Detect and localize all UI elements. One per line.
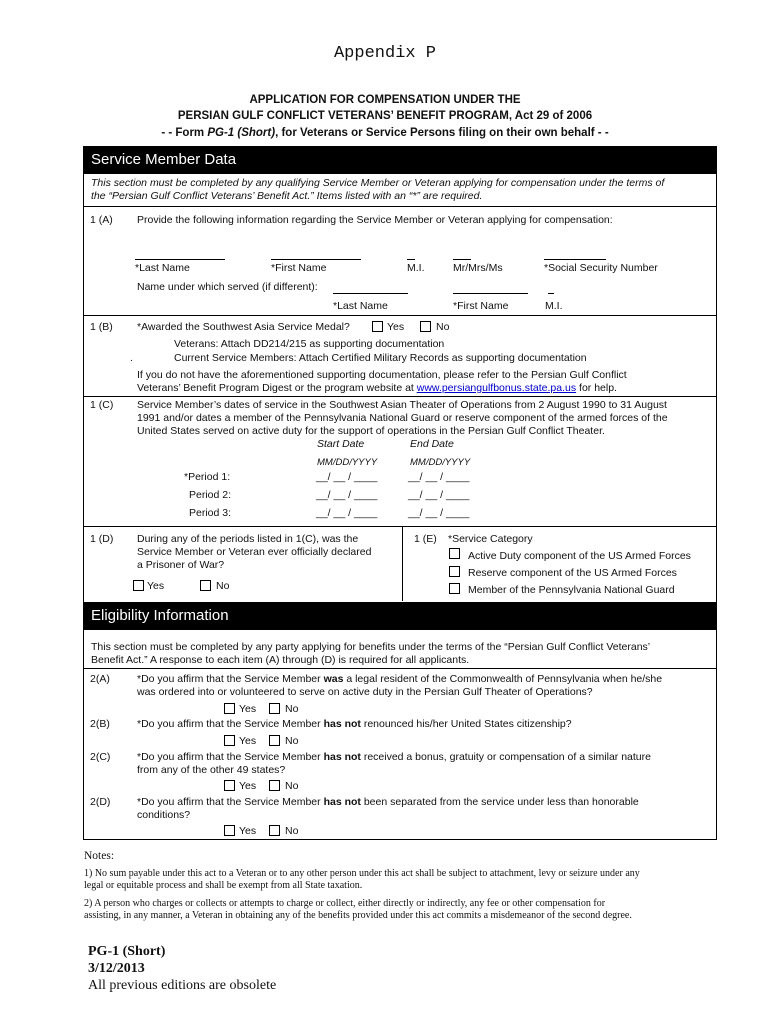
start-date-format: MM/DD/YYYY	[317, 457, 378, 468]
q2b-no-checkbox[interactable]	[269, 735, 280, 746]
q1d-line3: a Prisoner of War?	[137, 559, 225, 571]
section-header-eligibility: Eligibility Information	[83, 602, 717, 630]
pow-yes-checkbox[interactable]	[133, 580, 144, 591]
last-name-field[interactable]	[135, 259, 225, 260]
notes-title: Notes:	[84, 850, 115, 862]
form-heading-line2: PERSIAN GULF CONFLICT VETERANS’ BENEFIT PROGRAM, Act 29 of 2006	[177, 110, 593, 122]
section1-intro-line1: This section must be completed by any qualifying Service Member or Veteran applying for compensation under the terms of	[91, 177, 665, 189]
q1c-line2: 1991 and/or dates a member of the Pennsylvania National Guard or reserve component of the armed forces of the	[137, 412, 668, 424]
q2a-yes-label: Yes	[239, 703, 257, 715]
first-name-label: *First Name	[271, 262, 327, 274]
ssn-field[interactable]	[544, 259, 606, 260]
medal-yes-label: Yes	[387, 321, 405, 333]
q2b-yes-checkbox[interactable]	[224, 735, 235, 746]
period3-start-field[interactable]: __/ __ / ____	[316, 507, 378, 519]
q2d-line2: conditions?	[137, 809, 191, 821]
q2c-line1: *Do you affirm that the Service Member has not received a bonus, gratuity or compensation of a similar nature	[137, 751, 651, 763]
section2-intro-line1: This section must be completed by any party applying for benefits under the terms of the “Persian Gulf Conflict Veterans’	[91, 641, 651, 653]
bullet-dot: .	[130, 352, 133, 364]
medal-yes-checkbox[interactable]	[372, 321, 383, 332]
period3-end-field[interactable]: __/ __ / ____	[408, 507, 470, 519]
divider	[83, 396, 717, 397]
mi-label: M.I.	[407, 262, 425, 274]
veterans-attach-note: Veterans: Attach DD214/215 as supporting documentation	[174, 338, 445, 350]
q1c-line3: United States served on active duty for the support of operations in the Persian Gulf Conflict Theater.	[137, 425, 605, 437]
served-last-name-label: *Last Name	[333, 300, 388, 312]
q1c-number: 1 (C)	[90, 399, 114, 411]
q1d-line1: During any of the periods listed in 1(C), was the	[137, 533, 359, 545]
footer-date: 3/12/2013	[88, 961, 145, 976]
divider	[83, 315, 717, 316]
end-date-header: End Date	[410, 438, 454, 450]
served-under-label: Name under which served (if different):	[137, 281, 318, 293]
documentation-note-line2: Veterans’ Benefit Program Digest or the program website at www.persiangulfbonus.state.pa.us for help.	[137, 382, 617, 394]
q2d-number: 2(D)	[90, 796, 111, 808]
column-divider	[402, 526, 403, 601]
q2d-no-checkbox[interactable]	[269, 825, 280, 836]
period2-label: Period 2:	[189, 489, 232, 501]
pow-yes-label: Yes	[147, 580, 165, 592]
appendix-label: Appendix P	[333, 44, 437, 63]
first-name-field[interactable]	[271, 259, 361, 260]
reserve-checkbox[interactable]	[449, 566, 460, 577]
medal-no-checkbox[interactable]	[420, 321, 431, 332]
q1a-number: 1 (A)	[90, 214, 113, 226]
q2c-no-checkbox[interactable]	[269, 780, 280, 791]
section2-intro-line2: Benefit Act.” A response to each item (A) through (D) is required for all applicants.	[91, 654, 470, 666]
last-name-label: *Last Name	[135, 262, 190, 274]
q2c-no-label: No	[285, 780, 299, 792]
ssn-label: *Social Security Number	[544, 262, 658, 274]
period1-label: *Period 1:	[184, 471, 231, 483]
q1e-number: 1 (E)	[414, 533, 437, 545]
title-field[interactable]	[453, 259, 471, 260]
reserve-label: Reserve component of the US Armed Forces	[468, 567, 677, 579]
form-heading-line3: - - Form PG-1 (Short), for Veterans or Service Persons filing on their own behalf - -	[161, 127, 609, 139]
section-header-service-member: Service Member Data	[83, 146, 717, 174]
period1-start-field[interactable]: __/ __ / ____	[316, 471, 378, 483]
q2c-yes-label: Yes	[239, 780, 257, 792]
q2b-yes-label: Yes	[239, 735, 257, 747]
current-members-attach-note: Current Service Members: Attach Certified Military Records as supporting documentation	[174, 352, 587, 364]
section1-intro-line2: the “Persian Gulf Conflict Veterans’ Benefit Act.” Items listed with an “*” are required.	[91, 190, 483, 202]
q2a-number: 2(A)	[90, 673, 110, 685]
divider	[83, 526, 717, 527]
q2a-line1: *Do you affirm that the Service Member was a legal resident of the Commonwealth of Pennsylvania when he/she	[137, 673, 663, 685]
q2b-line1: *Do you affirm that the Service Member has not renounced his/her United States citizenship?	[137, 718, 572, 730]
active-duty-label: Active Duty component of the US Armed Forces	[468, 550, 691, 562]
period2-end-field[interactable]: __/ __ / ____	[408, 489, 470, 501]
q2d-no-label: No	[285, 825, 299, 837]
medal-no-label: No	[436, 321, 450, 333]
divider	[83, 668, 717, 669]
note1-line2: legal or equitable process and shall be exempt from all State taxation.	[84, 880, 363, 891]
note1-line1: 1) No sum payable under this act to a Veteran or to any other person under this act shall be subject to attachment, levy or seizure under any	[84, 868, 640, 879]
pow-no-checkbox[interactable]	[200, 580, 211, 591]
national-guard-label: Member of the Pennsylvania National Guard	[468, 584, 675, 596]
start-date-header: Start Date	[317, 438, 365, 450]
q2d-line1: *Do you affirm that the Service Member has not been separated from the service under less than honorable	[137, 796, 639, 808]
q1b-text: *Awarded the Southwest Asia Service Medal?	[137, 321, 350, 333]
q2b-no-label: No	[285, 735, 299, 747]
q1e-title: *Service Category	[448, 533, 533, 545]
documentation-note-line1: If you do not have the aforementioned supporting documentation, please refer to the Persian Gulf Conflict	[137, 369, 627, 381]
served-first-name-field[interactable]	[453, 293, 528, 294]
q2b-number: 2(B)	[90, 718, 110, 730]
period1-end-field[interactable]: __/ __ / ____	[408, 471, 470, 483]
served-last-name-field[interactable]	[333, 293, 408, 294]
program-website-link[interactable]: www.persiangulfbonus.state.pa.us	[416, 382, 577, 394]
form-frame	[83, 146, 717, 840]
q2a-line2: was ordered into or volunteered to serve on active duty in the Persian Gulf Theater of Operations?	[137, 686, 593, 698]
title-label: Mr/Mrs/Ms	[453, 262, 503, 274]
served-mi-label: M.I.	[545, 300, 563, 312]
q2a-yes-checkbox[interactable]	[224, 703, 235, 714]
end-date-format: MM/DD/YYYY	[410, 457, 471, 468]
mi-field[interactable]	[407, 259, 415, 260]
footer-form-id: PG-1 (Short)	[88, 944, 166, 959]
q2d-yes-checkbox[interactable]	[224, 825, 235, 836]
footer-obsolete-note: All previous editions are obsolete	[88, 978, 277, 993]
q1d-line2: Service Member or Veteran ever officially declared	[137, 546, 372, 558]
form-heading-line1: APPLICATION FOR COMPENSATION UNDER THE	[249, 94, 521, 106]
q2a-no-label: No	[285, 703, 299, 715]
q1d-number: 1 (D)	[90, 533, 114, 545]
national-guard-checkbox[interactable]	[449, 583, 460, 594]
q1a-text: Provide the following information regarding the Service Member or Veteran applying for compensation:	[137, 214, 613, 226]
pow-no-label: No	[216, 580, 230, 592]
period2-start-field[interactable]: __/ __ / ____	[316, 489, 378, 501]
q2c-number: 2(C)	[90, 751, 111, 763]
q1b-number: 1 (B)	[90, 321, 113, 333]
divider	[83, 206, 717, 207]
active-duty-checkbox[interactable]	[449, 548, 460, 559]
note2-line1: 2) A person who charges or collects or attempts to charge or collect, either directly or indirectly, any fee or other compensation for	[84, 898, 606, 909]
q2a-no-checkbox[interactable]	[269, 703, 280, 714]
q2c-yes-checkbox[interactable]	[224, 780, 235, 791]
served-first-name-label: *First Name	[453, 300, 509, 312]
q2c-line2: from any of the other 49 states?	[137, 764, 286, 776]
q2d-yes-label: Yes	[239, 825, 257, 837]
served-mi-field[interactable]	[548, 293, 554, 294]
q1c-line1: Service Member’s dates of service in the Southwest Asian Theater of Operations from 2 August 1990 to 31 August	[137, 399, 667, 411]
period3-label: Period 3:	[189, 507, 232, 519]
note2-line2: assisting, in any manner, a Veteran in obtaining any of the benefits provided under this act commits a misdemeanor of the second degree.	[84, 910, 632, 921]
